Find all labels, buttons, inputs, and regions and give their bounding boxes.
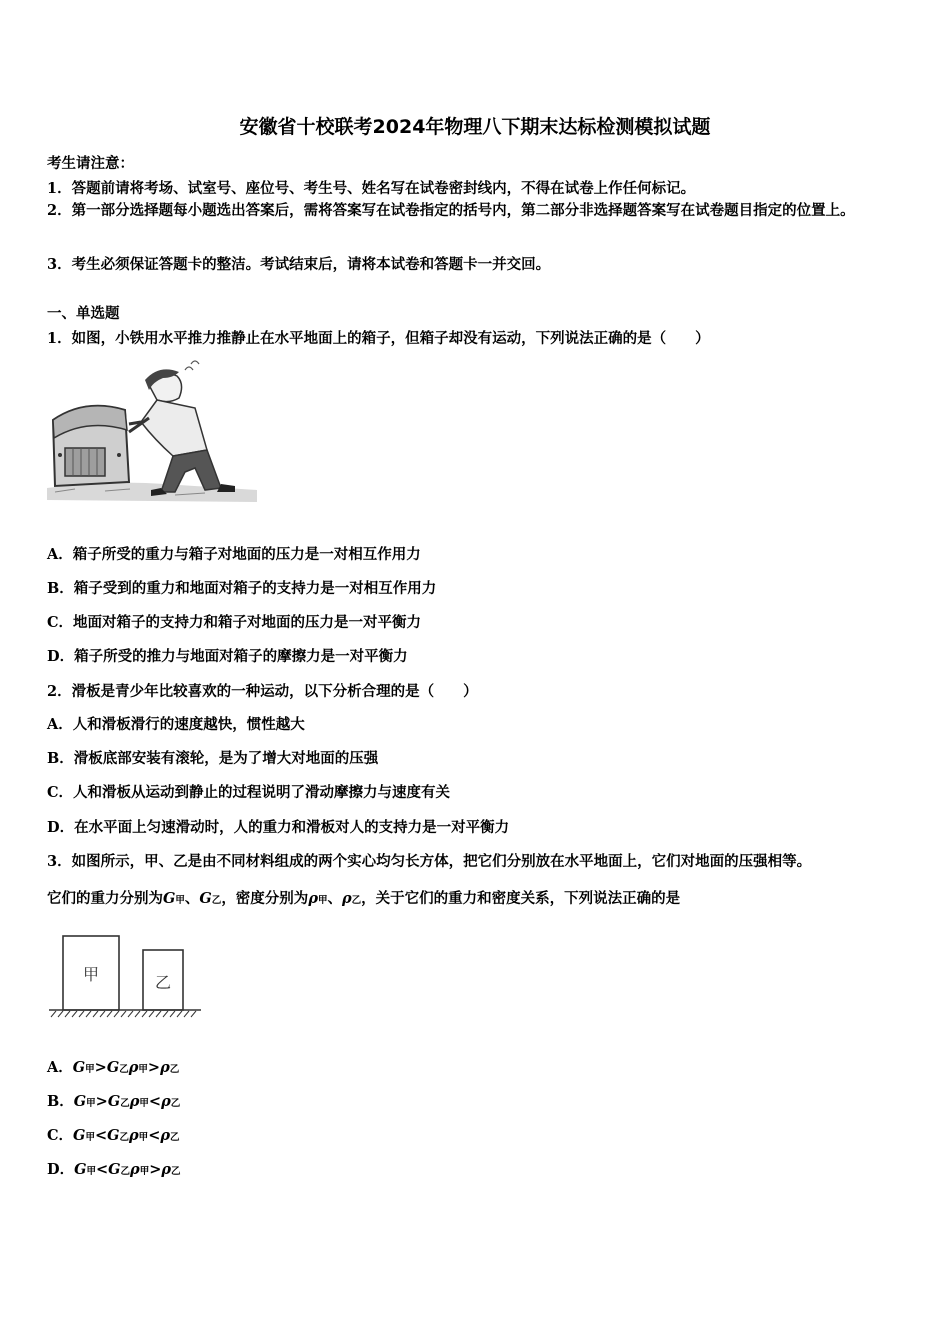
- sub-yi: 乙: [170, 1132, 180, 1143]
- option-letter: B．: [47, 1093, 74, 1110]
- sub-jia: 甲: [85, 1064, 95, 1075]
- q2-option-d: D．在水平面上匀速滑动时，人的重力和滑板对人的支持力是一对平衡力: [47, 819, 510, 836]
- relation-g: >: [94, 1059, 107, 1076]
- q2-option-b: B．滑板底部安装有滚轮，是为了增大对地面的压强: [47, 750, 379, 767]
- relation-rho: >: [147, 1059, 161, 1076]
- q2-option-c: C．人和滑板从运动到静止的过程说明了滑动摩擦力与速度有关: [47, 784, 451, 801]
- symbol-g: G: [199, 890, 212, 907]
- q1-stem: 1．如图，小铁用水平推力推静止在水平地面上的箱子，但箱子却没有运动，下列说法正确的是（ ）: [47, 330, 710, 347]
- block-jia-label: 甲: [82, 965, 100, 984]
- symbol-rho: ρ: [130, 1161, 140, 1178]
- symbol-g: G: [106, 1059, 120, 1076]
- q1-option-c: C．地面对箱子的支持力和箱子对地面的压力是一对平衡力: [47, 614, 422, 631]
- sub-jia: 甲: [86, 1098, 96, 1109]
- notice-item-3: 3．考生必须保证答题卡的整洁。考试结束后，请将本试卷和答题卡一并交回。: [47, 256, 551, 273]
- sub-yi: 乙: [351, 895, 362, 906]
- blocks-figure: [45, 930, 205, 1022]
- symbol-rho: ρ: [128, 1059, 139, 1076]
- sub-yi: 乙: [119, 1132, 130, 1143]
- sub-jia: 甲: [139, 1098, 149, 1109]
- symbol-rho: ρ: [161, 1161, 172, 1178]
- notice-item-2: 2．第一部分选择题每小题选出答案后，需将答案写在试卷指定的括号内，第二部分非选择题答案写在试卷题目指定的位置上。: [47, 202, 855, 219]
- q3-stem-line2: [47, 887, 680, 908]
- sub-jia: 甲: [175, 895, 185, 906]
- q3-option-a: [47, 1056, 179, 1077]
- sub-jia: 甲: [139, 1166, 150, 1177]
- q3-stem-text-b: ，密度分别为: [221, 890, 309, 907]
- symbol-g: G: [74, 1161, 87, 1178]
- ground-hatching: [51, 1011, 196, 1017]
- section-heading: 一、单选题: [47, 305, 120, 322]
- page-title: 安徽省十校联考2024年物理八下期末达标检测模拟试题: [239, 116, 711, 138]
- sub-yi: 乙: [211, 895, 222, 906]
- sub-jia: 甲: [85, 1132, 95, 1143]
- symbol-g: G: [163, 890, 176, 907]
- q3-stem-text-c: ，关于它们的重力和密度关系，下列说法正确的是: [361, 890, 681, 907]
- pushing-box-figure: [45, 360, 260, 505]
- option-letter: C．: [47, 1127, 74, 1144]
- sub-yi: 乙: [120, 1166, 131, 1177]
- sub-jia: 甲: [86, 1166, 96, 1177]
- q1-option-a: A．箱子所受的重力与箱子对地面的压力是一对相互作用力: [47, 546, 421, 563]
- sub-yi: 乙: [171, 1166, 181, 1177]
- sub-yi: 乙: [119, 1064, 129, 1075]
- symbol-rho: ρ: [308, 890, 318, 907]
- sub-yi: 乙: [169, 1064, 180, 1075]
- symbol-rho: ρ: [160, 1059, 170, 1076]
- block-yi-label: 乙: [154, 973, 172, 992]
- q1-option-b: B．箱子受到的重力和地面对箱子的支持力是一对相互作用力: [47, 580, 437, 597]
- notice-item-1: 1．答题前请将考场、试室号、座位号、考生号、姓名写在试卷密封线内，不得在试卷上作任何标记。: [47, 180, 696, 197]
- separator: 、: [327, 890, 342, 907]
- symbol-rho: ρ: [160, 1127, 170, 1144]
- option-letter: A．: [47, 1059, 73, 1076]
- symbol-rho: ρ: [341, 890, 352, 907]
- symbol-g: G: [73, 1127, 86, 1144]
- symbol-g: G: [107, 1093, 121, 1110]
- relation-rho: <: [148, 1127, 161, 1144]
- sub-jia: 甲: [138, 1132, 149, 1143]
- q3-stem-line1: 3．如图所示，甲、乙是由不同材料组成的两个实心均匀长方体，把它们分别放在水平地面上，它们对地面的压强相等。: [47, 853, 812, 870]
- sub-yi: 乙: [120, 1098, 130, 1109]
- q3-option-c: [47, 1124, 180, 1145]
- q2-stem: 2．滑板是青少年比较喜欢的一种运动，以下分析合理的是（ ）: [47, 683, 478, 700]
- notice-heading: 考生请注意：: [47, 155, 134, 172]
- q1-option-d: D．箱子所受的推力与地面对箱子的摩擦力是一对平衡力: [47, 648, 408, 665]
- symbol-g: G: [73, 1093, 87, 1110]
- q3-option-b: [47, 1090, 180, 1111]
- sub-yi: 乙: [170, 1098, 181, 1109]
- symbol-rho: ρ: [129, 1093, 140, 1110]
- symbol-g: G: [72, 1059, 86, 1076]
- sub-jia: 甲: [138, 1064, 148, 1075]
- relation-g: >: [95, 1093, 108, 1110]
- relation-g: <: [94, 1127, 108, 1144]
- option-letter: D．: [47, 1161, 75, 1178]
- symbol-g: G: [108, 1161, 121, 1178]
- q3-stem-text-a: 它们的重力分别为: [47, 890, 163, 907]
- separator: 、: [184, 890, 200, 907]
- symbol-g: G: [107, 1127, 120, 1144]
- sub-jia: 甲: [317, 895, 328, 906]
- symbol-rho: ρ: [129, 1127, 139, 1144]
- relation-rho: <: [148, 1093, 162, 1110]
- relation-rho: >: [149, 1161, 162, 1178]
- q2-option-a: A．人和滑板滑行的速度越快，惯性越大: [47, 716, 305, 733]
- q3-option-d: [47, 1158, 181, 1179]
- relation-g: <: [95, 1161, 109, 1178]
- symbol-rho: ρ: [161, 1093, 171, 1110]
